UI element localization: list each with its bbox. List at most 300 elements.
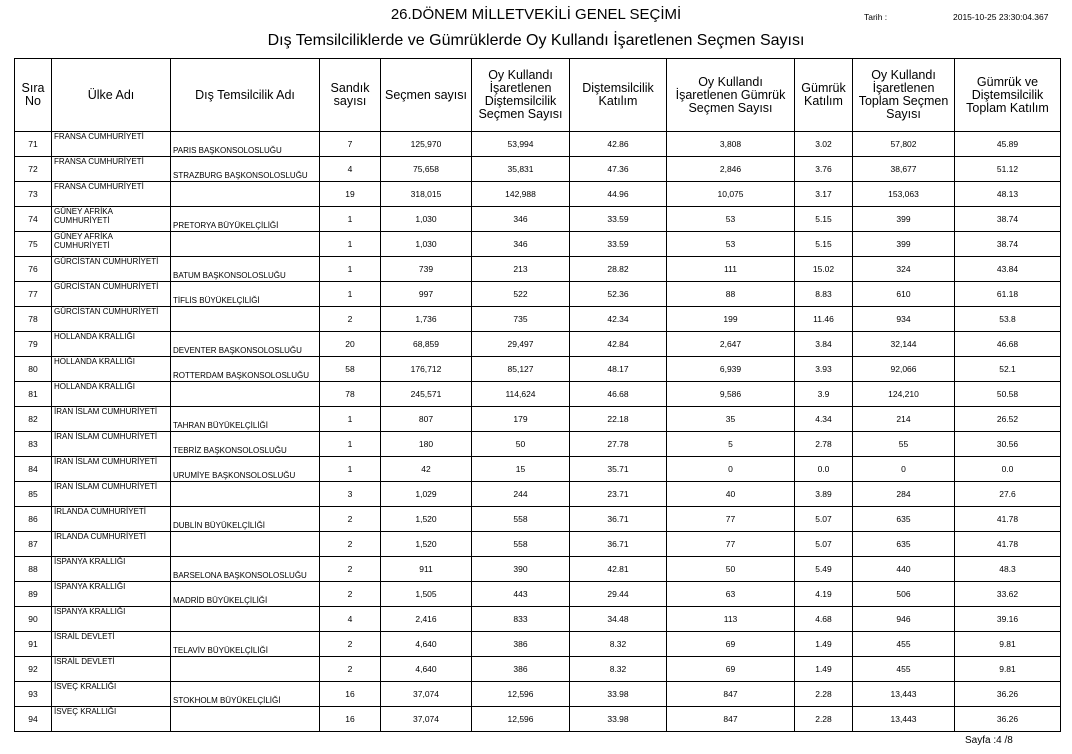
cell-sandik: 7 [320,132,381,157]
cell-distemsilcilik-secmen: 522 [472,282,570,307]
cell-gumruk-secmen: 5 [667,432,795,457]
cell-temsilcilik-adi: PARIS BAŞKONSOLOSLUĞU [171,132,320,157]
cell-distemsilcilik-katilim: 44.96 [570,182,667,207]
cell-distemsilcilik-katilim: 29.44 [570,582,667,607]
cell-distemsilcilik-secmen: 833 [472,607,570,632]
cell-distemsilcilik-katilim: 33.98 [570,682,667,707]
cell-ulke-adi: İSPANYA KRALLIĞI [52,582,171,607]
cell-distemsilcilik-secmen: 735 [472,307,570,332]
cell-toplam-secmen: 506 [853,582,955,607]
cell-sira-no: 84 [15,457,52,482]
cell-distemsilcilik-secmen: 346 [472,207,570,232]
cell-sandik: 16 [320,707,381,732]
cell-ulke-adi: GÜNEY AFRİKA CUMHURİYETİ [52,207,171,232]
cell-toplam-katilim: 41.78 [955,507,1061,532]
cell-gumruk-katilim: 5.15 [795,207,853,232]
cell-gumruk-secmen: 69 [667,632,795,657]
cell-gumruk-secmen: 77 [667,532,795,557]
col-sira-no: Sıra No [15,59,52,132]
cell-sira-no: 92 [15,657,52,682]
cell-secmen: 1,736 [381,307,472,332]
cell-toplam-katilim: 36.26 [955,707,1061,732]
col-distemsilcilik-secmen: Oy Kullandı İşaretlenen Diştemsilcilik Seçmen Sayısı [472,59,570,132]
cell-distemsilcilik-katilim: 48.17 [570,357,667,382]
cell-temsilcilik-adi [171,182,320,207]
cell-gumruk-katilim: 2.78 [795,432,853,457]
report-title: 26.DÖNEM MİLLETVEKİLİ GENEL SEÇİMİ [390,6,682,23]
cell-sira-no: 77 [15,282,52,307]
cell-toplam-katilim: 41.78 [955,532,1061,557]
cell-gumruk-secmen: 2,846 [667,157,795,182]
cell-distemsilcilik-katilim: 42.34 [570,307,667,332]
cell-distemsilcilik-katilim: 8.32 [570,657,667,682]
cell-distemsilcilik-katilim: 36.71 [570,532,667,557]
cell-sira-no: 76 [15,257,52,282]
cell-ulke-adi: GÜRCİSTAN CUMHURİYETİ [52,282,171,307]
cell-toplam-secmen: 0 [853,457,955,482]
cell-gumruk-katilim: 11.46 [795,307,853,332]
table-row [15,632,1061,657]
table-row [15,607,1061,632]
cell-toplam-katilim: 39.16 [955,607,1061,632]
cell-gumruk-katilim: 4.34 [795,407,853,432]
cell-toplam-secmen: 13,443 [853,707,955,732]
cell-secmen: 739 [381,257,472,282]
cell-gumruk-secmen: 2,647 [667,332,795,357]
cell-gumruk-katilim: 3.17 [795,182,853,207]
cell-toplam-katilim: 26.52 [955,407,1061,432]
cell-distemsilcilik-secmen: 12,596 [472,682,570,707]
cell-secmen: 1,505 [381,582,472,607]
cell-sandik: 3 [320,482,381,507]
cell-toplam-katilim: 46.68 [955,332,1061,357]
cell-distemsilcilik-katilim: 28.82 [570,257,667,282]
cell-distemsilcilik-secmen: 12,596 [472,707,570,732]
cell-toplam-katilim: 52.1 [955,357,1061,382]
table-row [15,482,1061,507]
cell-sira-no: 88 [15,557,52,582]
table-row [15,507,1061,532]
cell-secmen: 176,712 [381,357,472,382]
cell-gumruk-katilim: 5.15 [795,232,853,257]
cell-toplam-katilim: 43.84 [955,257,1061,282]
cell-ulke-adi: İSPANYA KRALLIĞI [52,557,171,582]
cell-distemsilcilik-katilim: 42.84 [570,332,667,357]
cell-gumruk-secmen: 199 [667,307,795,332]
col-toplam-secmen: Oy Kullandı İşaretlenen Toplam Seçmen Sayısı [853,59,955,132]
cell-toplam-secmen: 92,066 [853,357,955,382]
cell-toplam-secmen: 32,144 [853,332,955,357]
table-row [15,307,1061,332]
cell-sandik: 1 [320,232,381,257]
table-row [15,357,1061,382]
table-row [15,407,1061,432]
cell-gumruk-secmen: 111 [667,257,795,282]
cell-temsilcilik-adi [171,307,320,332]
results-table [14,58,1061,732]
cell-secmen: 1,029 [381,482,472,507]
cell-ulke-adi: GÜNEY AFRİKA CUMHURİYETİ [52,232,171,257]
cell-secmen: 75,658 [381,157,472,182]
cell-toplam-katilim: 0.0 [955,457,1061,482]
cell-sandik: 2 [320,532,381,557]
cell-ulke-adi: İRAN İSLAM CUMHURİYETİ [52,457,171,482]
cell-toplam-katilim: 38.74 [955,207,1061,232]
cell-secmen: 37,074 [381,707,472,732]
cell-toplam-katilim: 61.18 [955,282,1061,307]
cell-gumruk-secmen: 63 [667,582,795,607]
header-row [15,59,1061,132]
cell-ulke-adi: İSPANYA KRALLIĞI [52,607,171,632]
col-dis-temsilcilik-adi: Dış Temsilcilik Adı [171,59,320,132]
cell-ulke-adi: FRANSA CUMHURİYETİ [52,132,171,157]
cell-toplam-secmen: 324 [853,257,955,282]
cell-temsilcilik-adi: ROTTERDAM BAŞKONSOLOSLUĞU [171,357,320,382]
cell-toplam-secmen: 57,802 [853,132,955,157]
cell-secmen: 1,030 [381,232,472,257]
cell-temsilcilik-adi [171,482,320,507]
cell-distemsilcilik-katilim: 35.71 [570,457,667,482]
cell-sandik: 4 [320,157,381,182]
cell-gumruk-secmen: 69 [667,657,795,682]
cell-sira-no: 73 [15,182,52,207]
cell-temsilcilik-adi: DEVENTER BAŞKONSOLOSLUĞU [171,332,320,357]
cell-sandik: 2 [320,557,381,582]
cell-gumruk-katilim: 2.28 [795,707,853,732]
cell-distemsilcilik-secmen: 558 [472,532,570,557]
cell-ulke-adi: İRAN İSLAM CUMHURİYETİ [52,482,171,507]
cell-ulke-adi: İSRAİL DEVLETİ [52,657,171,682]
cell-distemsilcilik-katilim: 47.36 [570,157,667,182]
cell-gumruk-secmen: 53 [667,232,795,257]
cell-toplam-secmen: 455 [853,632,955,657]
cell-secmen: 4,640 [381,657,472,682]
cell-toplam-secmen: 284 [853,482,955,507]
cell-gumruk-katilim: 3.76 [795,157,853,182]
date-label: Tarih : [864,12,888,22]
table-row [15,532,1061,557]
cell-sira-no: 74 [15,207,52,232]
cell-sira-no: 94 [15,707,52,732]
table-row [15,682,1061,707]
cell-gumruk-katilim: 1.49 [795,632,853,657]
cell-gumruk-secmen: 6,939 [667,357,795,382]
cell-sandik: 1 [320,407,381,432]
cell-sira-no: 89 [15,582,52,607]
cell-ulke-adi: İRLANDA CUMHURİYETİ [52,532,171,557]
cell-gumruk-secmen: 9,586 [667,382,795,407]
cell-distemsilcilik-secmen: 346 [472,232,570,257]
cell-distemsilcilik-secmen: 85,127 [472,357,570,382]
cell-gumruk-secmen: 88 [667,282,795,307]
cell-gumruk-secmen: 0 [667,457,795,482]
cell-sira-no: 80 [15,357,52,382]
cell-distemsilcilik-katilim: 33.59 [570,207,667,232]
cell-toplam-secmen: 934 [853,307,955,332]
cell-sandik: 1 [320,282,381,307]
cell-distemsilcilik-katilim: 23.71 [570,482,667,507]
cell-gumruk-katilim: 4.19 [795,582,853,607]
cell-sira-no: 78 [15,307,52,332]
cell-toplam-secmen: 440 [853,557,955,582]
cell-sira-no: 72 [15,157,52,182]
cell-gumruk-katilim: 5.07 [795,532,853,557]
cell-gumruk-secmen: 847 [667,682,795,707]
cell-temsilcilik-adi: BATUM BAŞKONSOLOSLUĞU [171,257,320,282]
cell-gumruk-secmen: 40 [667,482,795,507]
table-row [15,207,1061,232]
col-toplam-katilim: Gümrük ve Diştemsilcilik Toplam Katılım [955,59,1061,132]
table-row [15,282,1061,307]
cell-distemsilcilik-katilim: 33.98 [570,707,667,732]
cell-distemsilcilik-secmen: 213 [472,257,570,282]
cell-distemsilcilik-secmen: 53,994 [472,132,570,157]
date-value: 2015-10-25 23:30:04.367 [953,12,1049,22]
cell-temsilcilik-adi: STRAZBURG BAŞKONSOLOSLUĞU [171,157,320,182]
col-gumruk-katilim: Gümrük Katılım [795,59,853,132]
cell-toplam-secmen: 399 [853,232,955,257]
cell-ulke-adi: HOLLANDA KRALLIĞI [52,357,171,382]
cell-temsilcilik-adi: MADRİD BÜYÜKELÇİLİĞİ [171,582,320,607]
cell-temsilcilik-adi: PRETORYA BÜYÜKELÇİLİĞİ [171,207,320,232]
table-row [15,557,1061,582]
col-gumruk-secmen: Oy Kullandı İşaretlenen Gümrük Seçmen Sayısı [667,59,795,132]
cell-toplam-secmen: 153,063 [853,182,955,207]
cell-secmen: 37,074 [381,682,472,707]
cell-sandik: 20 [320,332,381,357]
cell-secmen: 1,520 [381,532,472,557]
cell-temsilcilik-adi: TİFLİS BÜYÜKELÇİLİĞİ [171,282,320,307]
cell-distemsilcilik-secmen: 244 [472,482,570,507]
cell-gumruk-katilim: 0.0 [795,457,853,482]
cell-toplam-katilim: 51.12 [955,157,1061,182]
cell-gumruk-katilim: 4.68 [795,607,853,632]
cell-toplam-katilim: 9.81 [955,632,1061,657]
table-row [15,457,1061,482]
cell-sandik: 2 [320,582,381,607]
cell-distemsilcilik-secmen: 35,831 [472,157,570,182]
cell-secmen: 125,970 [381,132,472,157]
cell-gumruk-katilim: 15.02 [795,257,853,282]
cell-sandik: 2 [320,632,381,657]
cell-secmen: 180 [381,432,472,457]
cell-gumruk-secmen: 53 [667,207,795,232]
cell-distemsilcilik-secmen: 179 [472,407,570,432]
cell-gumruk-secmen: 77 [667,507,795,532]
cell-secmen: 1,520 [381,507,472,532]
table-row [15,182,1061,207]
cell-distemsilcilik-katilim: 34.48 [570,607,667,632]
cell-toplam-katilim: 38.74 [955,232,1061,257]
col-sandik-sayisi: Sandık sayısı [320,59,381,132]
table-row [15,257,1061,282]
cell-sira-no: 81 [15,382,52,407]
cell-gumruk-secmen: 35 [667,407,795,432]
cell-sandik: 2 [320,307,381,332]
cell-sira-no: 82 [15,407,52,432]
cell-sandik: 1 [320,207,381,232]
cell-temsilcilik-adi [171,657,320,682]
cell-gumruk-katilim: 3.9 [795,382,853,407]
cell-distemsilcilik-katilim: 46.68 [570,382,667,407]
cell-toplam-secmen: 55 [853,432,955,457]
cell-sandik: 16 [320,682,381,707]
cell-distemsilcilik-secmen: 50 [472,432,570,457]
cell-distemsilcilik-katilim: 22.18 [570,407,667,432]
cell-temsilcilik-adi [171,232,320,257]
cell-distemsilcilik-secmen: 386 [472,632,570,657]
cell-temsilcilik-adi: DUBLİN BÜYÜKELÇİLİĞİ [171,507,320,532]
cell-secmen: 318,015 [381,182,472,207]
cell-distemsilcilik-secmen: 558 [472,507,570,532]
cell-sira-no: 91 [15,632,52,657]
cell-secmen: 245,571 [381,382,472,407]
cell-ulke-adi: GÜRCİSTAN CUMHURİYETİ [52,307,171,332]
cell-sandik: 2 [320,657,381,682]
cell-ulke-adi: HOLLANDA KRALLIĞI [52,382,171,407]
cell-ulke-adi: FRANSA CUMHURİYETİ [52,182,171,207]
cell-sandik: 4 [320,607,381,632]
cell-secmen: 4,640 [381,632,472,657]
cell-ulke-adi: İSRAİL DEVLETİ [52,632,171,657]
cell-gumruk-secmen: 3,808 [667,132,795,157]
cell-gumruk-katilim: 5.49 [795,557,853,582]
cell-toplam-katilim: 48.13 [955,182,1061,207]
cell-toplam-katilim: 9.81 [955,657,1061,682]
cell-gumruk-katilim: 3.89 [795,482,853,507]
table-row [15,707,1061,732]
cell-toplam-katilim: 33.62 [955,582,1061,607]
cell-ulke-adi: İSVEÇ KRALLIĞI [52,682,171,707]
cell-temsilcilik-adi [171,607,320,632]
col-distemsilcilik-katilim: Diştemsilcilik Katılım [570,59,667,132]
cell-sira-no: 79 [15,332,52,357]
cell-temsilcilik-adi: URUMİYE BAŞKONSOLOSLUĞU [171,457,320,482]
cell-secmen: 1,030 [381,207,472,232]
cell-sandik: 1 [320,257,381,282]
cell-secmen: 68,859 [381,332,472,357]
cell-distemsilcilik-secmen: 29,497 [472,332,570,357]
cell-sandik: 2 [320,507,381,532]
cell-gumruk-katilim: 8.83 [795,282,853,307]
cell-ulke-adi: İRAN İSLAM CUMHURİYETİ [52,432,171,457]
cell-sandik: 58 [320,357,381,382]
cell-toplam-katilim: 30.56 [955,432,1061,457]
cell-distemsilcilik-katilim: 52.36 [570,282,667,307]
cell-toplam-katilim: 27.6 [955,482,1061,507]
cell-distemsilcilik-secmen: 390 [472,557,570,582]
cell-temsilcilik-adi [171,707,320,732]
cell-sira-no: 75 [15,232,52,257]
cell-gumruk-katilim: 1.49 [795,657,853,682]
cell-temsilcilik-adi: TEBRİZ BAŞKONSOLOSLUĞU [171,432,320,457]
cell-toplam-katilim: 48.3 [955,557,1061,582]
cell-gumruk-secmen: 50 [667,557,795,582]
cell-toplam-secmen: 38,677 [853,157,955,182]
table-row [15,382,1061,407]
cell-gumruk-secmen: 847 [667,707,795,732]
table-row [15,157,1061,182]
cell-temsilcilik-adi [171,532,320,557]
cell-distemsilcilik-secmen: 443 [472,582,570,607]
col-secmen-sayisi: Seçmen sayısı [381,59,472,132]
cell-secmen: 2,416 [381,607,472,632]
cell-ulke-adi: İRLANDA CUMHURİYETİ [52,507,171,532]
cell-toplam-secmen: 13,443 [853,682,955,707]
cell-toplam-katilim: 50.58 [955,382,1061,407]
cell-distemsilcilik-katilim: 8.32 [570,632,667,657]
cell-distemsilcilik-katilim: 42.86 [570,132,667,157]
cell-toplam-secmen: 635 [853,507,955,532]
cell-distemsilcilik-katilim: 36.71 [570,507,667,532]
cell-gumruk-secmen: 113 [667,607,795,632]
cell-gumruk-secmen: 10,075 [667,182,795,207]
cell-sandik: 19 [320,182,381,207]
cell-sira-no: 93 [15,682,52,707]
cell-temsilcilik-adi: TELAVİV BÜYÜKELÇİLİĞİ [171,632,320,657]
table-row [15,432,1061,457]
cell-ulke-adi: İRAN İSLAM CUMHURİYETİ [52,407,171,432]
report-subtitle: Dış Temsilciliklerde ve Gümrüklerde Oy Kullandı İşaretlenen Seçmen Sayısı [267,32,805,49]
cell-sira-no: 87 [15,532,52,557]
cell-gumruk-katilim: 3.93 [795,357,853,382]
cell-toplam-secmen: 610 [853,282,955,307]
cell-distemsilcilik-katilim: 42.81 [570,557,667,582]
cell-ulke-adi: GÜRCİSTAN CUMHURİYETİ [52,257,171,282]
cell-secmen: 42 [381,457,472,482]
cell-sandik: 1 [320,457,381,482]
cell-sandik: 78 [320,382,381,407]
table-row [15,332,1061,357]
cell-gumruk-katilim: 5.07 [795,507,853,532]
cell-toplam-katilim: 36.26 [955,682,1061,707]
cell-ulke-adi: HOLLANDA KRALLIĞI [52,332,171,357]
cell-toplam-katilim: 53.8 [955,307,1061,332]
cell-secmen: 911 [381,557,472,582]
table-row [15,657,1061,682]
cell-sira-no: 83 [15,432,52,457]
table-row [15,232,1061,257]
cell-distemsilcilik-secmen: 386 [472,657,570,682]
cell-sandik: 1 [320,432,381,457]
cell-ulke-adi: İSVEÇ KRALLIĞI [52,707,171,732]
cell-distemsilcilik-secmen: 142,988 [472,182,570,207]
cell-toplam-secmen: 399 [853,207,955,232]
cell-gumruk-katilim: 2.28 [795,682,853,707]
cell-secmen: 997 [381,282,472,307]
cell-toplam-secmen: 455 [853,657,955,682]
cell-distemsilcilik-secmen: 114,624 [472,382,570,407]
cell-toplam-katilim: 45.89 [955,132,1061,157]
cell-toplam-secmen: 946 [853,607,955,632]
cell-toplam-secmen: 635 [853,532,955,557]
cell-temsilcilik-adi [171,382,320,407]
cell-sira-no: 90 [15,607,52,632]
page-number: Sayfa :4 /8 [965,735,1013,746]
cell-distemsilcilik-secmen: 15 [472,457,570,482]
cell-gumruk-katilim: 3.84 [795,332,853,357]
cell-toplam-secmen: 214 [853,407,955,432]
cell-toplam-secmen: 124,210 [853,382,955,407]
cell-temsilcilik-adi: BARSELONA BAŞKONSOLOSLUĞU [171,557,320,582]
cell-sira-no: 85 [15,482,52,507]
cell-gumruk-katilim: 3.02 [795,132,853,157]
cell-distemsilcilik-katilim: 27.78 [570,432,667,457]
cell-ulke-adi: FRANSA CUMHURİYETİ [52,157,171,182]
cell-secmen: 807 [381,407,472,432]
cell-temsilcilik-adi: STOKHOLM BÜYÜKELÇİLİĞİ [171,682,320,707]
table-row [15,582,1061,607]
